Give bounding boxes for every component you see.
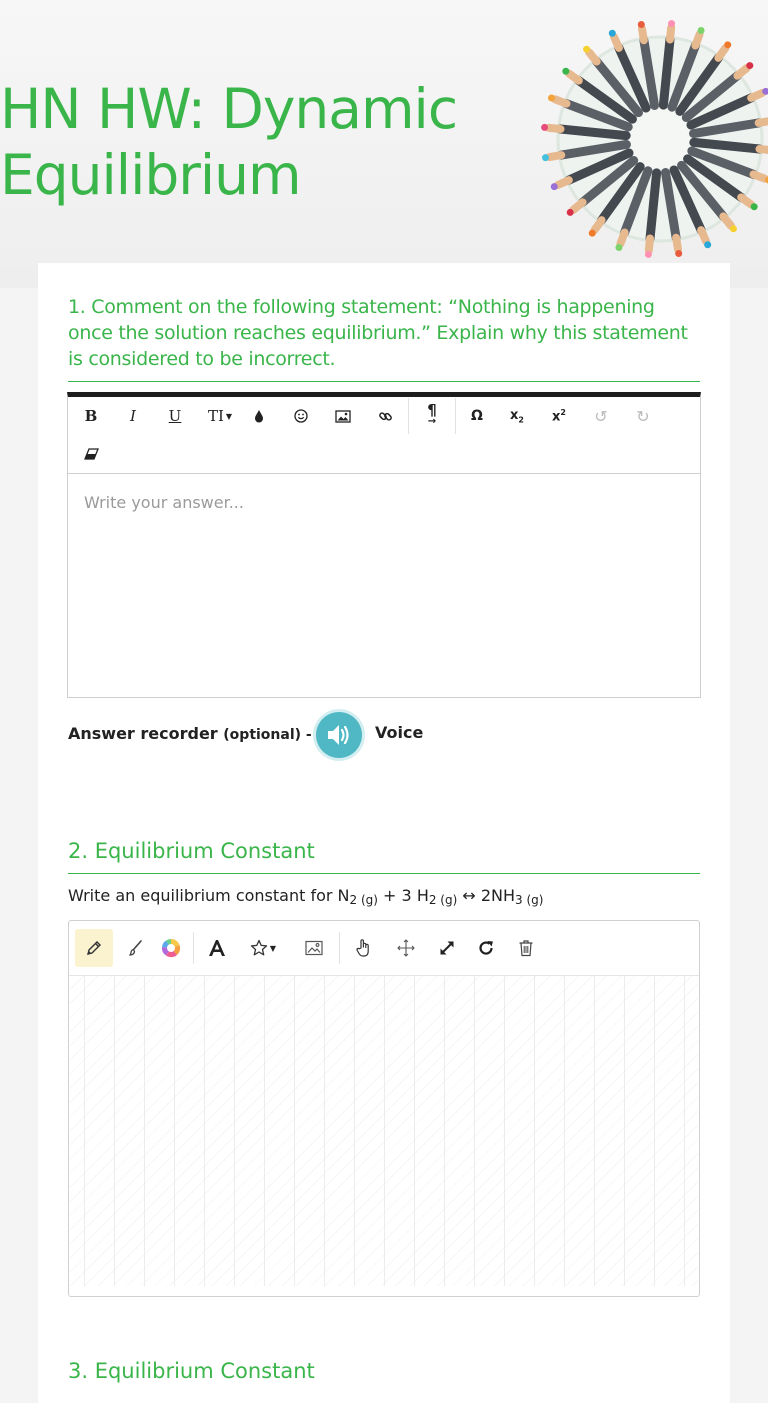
brush-tool-button[interactable]: [117, 929, 155, 967]
smiley-icon: [294, 409, 308, 423]
image-icon: [305, 940, 323, 956]
text-a-icon: [207, 939, 227, 957]
prompt-text: ↔ 2NH: [457, 886, 516, 905]
question-2-prompt: [68, 886, 543, 907]
font-size-label: TI: [207, 407, 224, 425]
pan-tool-button[interactable]: [345, 929, 383, 967]
reset-button[interactable]: [467, 929, 505, 967]
pencil-tool-button[interactable]: [75, 929, 113, 967]
question-2-divider: [68, 873, 700, 874]
prompt-text: Write an equilibrium constant for N: [68, 886, 350, 905]
drawing-board: [68, 920, 700, 1297]
trash-icon: [518, 939, 534, 957]
caret-down-icon: ▼: [269, 943, 277, 953]
move-arrows-icon: [397, 939, 415, 957]
underline-button[interactable]: U: [168, 407, 182, 425]
bold-button[interactable]: B: [84, 407, 98, 425]
answer-recorder-text: Answer recorder: [68, 724, 218, 743]
answer-editor: [67, 392, 701, 698]
prompt-subscript: 2 (g): [349, 893, 378, 907]
brush-icon: [127, 939, 145, 957]
toolbar-separator: [193, 932, 194, 964]
arrow-right-icon: →: [427, 416, 437, 427]
drawing-canvas[interactable]: [70, 976, 698, 1286]
text-tool-button[interactable]: [198, 929, 236, 967]
page-title: HN HW: Dynamic Equilibrium: [0, 77, 458, 207]
prompt-subscript: 2 (g): [428, 893, 458, 907]
image-icon: [335, 410, 351, 423]
italic-button[interactable]: I: [130, 407, 136, 425]
redo-icon: ↻: [636, 406, 650, 426]
caret-down-icon: ▼: [225, 411, 233, 421]
answer-textarea-placeholder[interactable]: Write your answer...: [84, 493, 244, 512]
paragraph-direction-button[interactable]: [418, 402, 446, 430]
drawing-toolbar: [69, 921, 699, 976]
paragraph-icon: ¶: [427, 401, 437, 419]
superscript-button[interactable]: [545, 402, 573, 430]
clear-formatting-button[interactable]: [77, 440, 105, 468]
question-2-title: 2. Equilibrium Constant: [68, 839, 315, 863]
insert-link-button[interactable]: [371, 402, 399, 430]
speaker-icon: [324, 721, 354, 749]
answer-recorder-label: [68, 724, 312, 743]
fullscreen-button[interactable]: [428, 929, 466, 967]
toolbar-separator: [408, 398, 409, 434]
page-header: [0, 0, 768, 288]
colored-pencils-image: [540, 14, 768, 264]
answer-recorder-optional: (optional) -: [223, 727, 312, 743]
undo-button[interactable]: [587, 402, 615, 430]
question-1-divider: [68, 381, 700, 382]
text-color-button[interactable]: [245, 402, 273, 430]
pencil-icon: [85, 939, 103, 957]
link-icon: [378, 409, 393, 424]
question-1-title: 1. Comment on the following statement: “Nothing is happening once the solution reaches equilibrium.” Explain why this statement is considered to be incorrect.: [68, 296, 688, 370]
question-3-title: 3. Equilibrium Constant: [68, 1359, 315, 1383]
toolbar-separator: [339, 932, 340, 964]
prompt-subscript: 3 (g): [515, 893, 544, 907]
editor-toolbar: [68, 397, 700, 474]
star-icon: [250, 939, 268, 957]
move-tool-button[interactable]: [387, 929, 425, 967]
color-wheel-icon: [161, 938, 181, 958]
subscript-button[interactable]: [503, 402, 531, 430]
expand-icon: [438, 939, 456, 957]
worksheet-card: [38, 263, 730, 1403]
redo-button[interactable]: [629, 402, 657, 430]
shapes-dropdown[interactable]: [240, 929, 286, 967]
toolbar-separator: [455, 398, 456, 434]
font-size-dropdown[interactable]: [203, 402, 237, 430]
insert-image-button[interactable]: [329, 402, 357, 430]
insert-image-tool-button[interactable]: [295, 929, 333, 967]
voice-record-button[interactable]: [316, 712, 362, 758]
special-characters-button[interactable]: Ω: [471, 408, 483, 424]
undo-icon: ↺: [594, 406, 608, 426]
superscript-icon: $x^2$: [552, 407, 566, 425]
refresh-icon: [477, 939, 495, 957]
eraser-icon: [84, 448, 99, 460]
ink-drop-icon: [253, 409, 265, 423]
hand-icon: [355, 938, 373, 958]
subscript-icon: $x_2$: [510, 407, 524, 425]
prompt-text: + 3 H: [377, 886, 429, 905]
color-picker-button[interactable]: [152, 929, 190, 967]
emoji-button[interactable]: [287, 402, 315, 430]
voice-label[interactable]: Voice: [375, 723, 424, 742]
delete-button[interactable]: [507, 929, 545, 967]
